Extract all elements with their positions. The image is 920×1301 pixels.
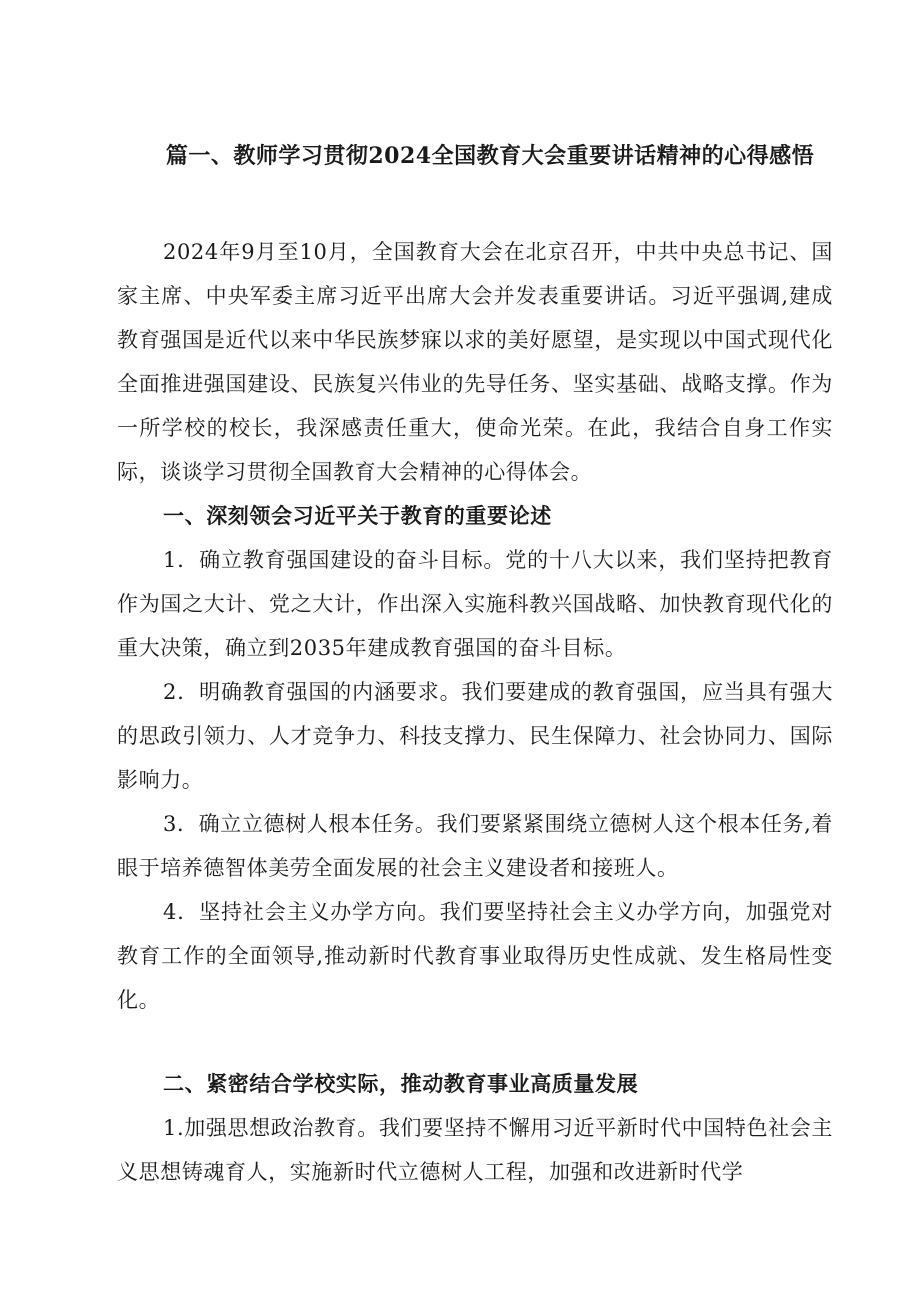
document-body bbox=[117, 230, 833, 1194]
section-spacer bbox=[117, 1022, 833, 1062]
section-heading: 一、深刻领会习近平关于教育的重要论述 bbox=[163, 503, 552, 528]
document-title: 篇一、教师学习贯彻2024全国教育大会重要讲话精神的心得感悟 bbox=[165, 143, 815, 169]
section-item: 1．确立教育强国建设的奋斗目标。党的十八大以来，我们坚持把教育作为国之大计、党之大计，作出深入实施科教兴国战略、加快教育现代化的重大决策，确立到2035年建成教育强国的奋斗目标。 bbox=[117, 548, 833, 660]
section-item: 3．确立立德树人根本任务。我们要紧紧围绕立德树人这个根本任务,着眼于培养德智体美劳全面发展的社会主义建设者和接班人。 bbox=[117, 812, 833, 880]
section-item: 1.加强思想政治教育。我们要坚持不懈用习近平新时代中国特色社会主义思想铸魂育人，实施新时代立德树人工程，加强和改进新时代学 bbox=[117, 1116, 833, 1184]
section-item: 4．坚持社会主义办学方向。我们要坚持社会主义办学方向，加强党对教育工作的全面领导,推动新时代教育事业取得历史性成就、发生格局性变化。 bbox=[117, 900, 833, 1012]
intro-paragraph: 2024年9月至10月，全国教育大会在北京召开，中共中央总书记、国家主席、中央军委主席习近平出席大会并发表重要讲话。习近平强调,建成教育强国是近代以来中华民族梦寐以求的美好愿望，是实现以中国式现代化全面推进强国建设、民族复兴伟业的先导任务、坚实基础、战略支撑。作为一所学校的校长，我深感责任重大，使命光荣。在此，我结合自身工作实际，谈谈学习贯彻全国教育大会精神的心得体会。 bbox=[117, 240, 833, 484]
section-item: 2．明确教育强国的内涵要求。我们要建成的教育强国，应当具有强大的思政引领力、人才竞争力、科技支撑力、民生保障力、社会协同力、国际影响力。 bbox=[117, 680, 833, 792]
section-heading: 二、紧密结合学校实际，推动教育事业高质量发展 bbox=[163, 1071, 639, 1096]
